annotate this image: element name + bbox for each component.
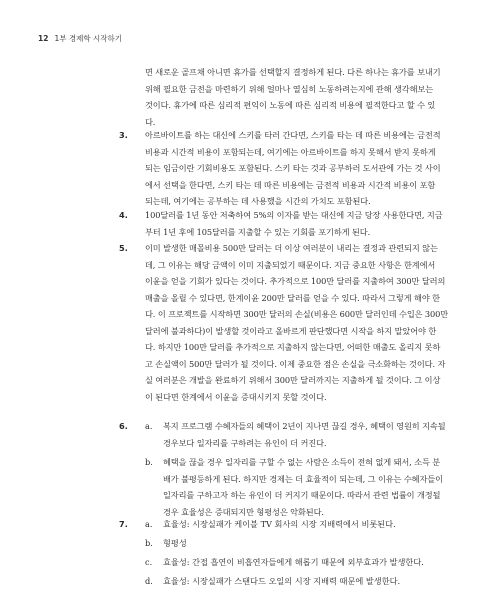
text-line: 이미 발생한 매몰비용 500만 달러는 더 이상 여러분이 내리는 결정과 관련되지 않는 (145, 243, 438, 253)
item-number: 5. (119, 243, 128, 253)
sub-body: 효율성: 간접 흡연이 비흡연자들에게 해롭기 때문에 외부효과가 발생한다. (163, 557, 424, 567)
sub-body: 효율성: 시장실패가 케이블 TV 회사의 시장 지배력에서 비롯된다. (163, 519, 396, 529)
item-number: 7. (119, 519, 128, 529)
text-line: 이 된다면 한계에서 이윤을 증대시키지 못할 것이다. (145, 391, 327, 402)
text-line: 복지 프로그램 수혜자들의 혜택이 2년이 지나면 끊길 경우, 혜택이 영원히 지속될 (163, 421, 446, 431)
item-body (145, 240, 461, 405)
text-line: 배가 불평등하게 된다. 하지만 경제는 더 효율적이 되는데, 그 이유는 수혜자들이 (163, 473, 443, 484)
item-number: 6. (119, 421, 128, 431)
item-number: 3. (119, 130, 128, 140)
text-line: 경우 효율성은 증대되지만 형평성은 악화된다. (163, 506, 324, 517)
text-line: 부터 1년 후에 105달러를 지출할 수 있는 기회를 포기하게 된다. (145, 226, 371, 237)
text-line: 아르바이트를 하는 대신에 스키를 타러 간다면, 스키를 타는 데 따른 비용에는 금전적 (145, 130, 441, 140)
sub-letter: a. (145, 421, 153, 431)
text-line: 혜택을 끊을 경우 일자리를 구할 수 없는 사람은 소득이 전혀 없게 돼서, 소득 분 (163, 457, 441, 467)
text-line: 100달러를 1년 동안 저축하여 5%의 이자를 받는 대신에 지금 당장 사용한다면, 지금 (145, 210, 443, 220)
sub-body (163, 418, 446, 451)
text-line: 위해 필요한 금전을 마련하기 위해 얼마나 열심히 노동하려는지에 관해 생각해보는 (145, 83, 434, 94)
text-line: 다. 하지만 100만 달러를 추가적으로 지출하지 않는다면, 어떠한 매출도 올리지 못하 (145, 342, 441, 352)
item-number: 4. (119, 210, 128, 220)
sub-body: 형평성 (163, 538, 187, 548)
text-line: 고 손실액이 500만 달러가 될 것이다. 이제 중요한 점은 손실을 극소화하는 것이다. 자 (145, 358, 446, 369)
text-line: 되는 임금이란 기회비용도 포함된다. 스키 타는 것과 공부하러 도서관에 가는 것 사이 (145, 163, 441, 173)
text-line: 면 새로운 골프채 아니면 휴가를 선택할지 결정하게 된다. 다른 하나는 휴가를 보내기 (145, 67, 441, 77)
text-line: 다. 이 프로젝트를 시작하면 300만 달러의 손실(비용은 600만 달러인데 수입은 300만 (145, 309, 449, 319)
text-line: 데, 그 이유는 해당 금액이 이미 지출되었기 때문이다. 지금 중요한 사항은 한계에서 (145, 259, 436, 270)
text-line: 에서 선택을 한다면, 스키 타는 데 따른 비용에는 금전적 비용과 시간적 비용이 포함 (145, 179, 436, 190)
sub-body (163, 454, 443, 520)
text-line: 되는데, 여기에는 공부하는 데 사용했을 시간의 가치도 포함된다. (145, 196, 371, 206)
text-line: 달러에 불과하다)이 발생할 것이라고 올바르게 판단했다면 시작을 하지 말았어야 한 (145, 325, 437, 336)
text-line: 일자리를 구하고자 하는 유인이 더 커지기 때문이다. 따라서 관련 법률이 개정될 (163, 490, 441, 500)
sub-letter: a. (145, 519, 153, 529)
text-line: 다. (145, 116, 156, 127)
item-body (145, 207, 461, 240)
text-line: 이윤을 얻을 기회가 있다는 것이다. 추가적으로 100만 달러를 지출하여 300만 달러의 (145, 276, 446, 286)
intro-paragraph (145, 64, 461, 130)
sub-letter: b. (145, 538, 153, 548)
text-line: 경우보다 일자리를 구하려는 유인이 더 커진다. (163, 437, 327, 448)
sub-letter: b. (145, 457, 153, 467)
sub-letter: c. (145, 557, 153, 567)
page-number: 12 (38, 33, 49, 43)
sub-body: 효율성: 시장실패가 스탠다드 오일의 시장 지배력 때문에 발생한다. (163, 576, 401, 586)
page-header (38, 31, 122, 45)
section-title: 1부 경제학 시작하기 (54, 33, 122, 43)
text-line: 실 여러분은 개발을 완료하기 위해서 300만 달러까지는 지출하게 될 것이다. 그 이상 (145, 375, 441, 385)
sub-letter: d. (145, 576, 153, 586)
item-body (145, 127, 461, 210)
text-line: 것이다. 휴가에 따른 심리적 편익이 노동에 따른 심리적 비용에 필적한다고 할 수 있 (145, 100, 436, 110)
text-line: 매출을 올릴 수 있다면, 한계이윤 200만 달러를 얻을 수 있다. 따라서 그렇게 해야 한 (145, 292, 440, 303)
text-line: 비용과 시간적 비용이 포함되는데, 여기에는 아르바이트를 하지 못해서 받지 못하게 (145, 146, 436, 157)
